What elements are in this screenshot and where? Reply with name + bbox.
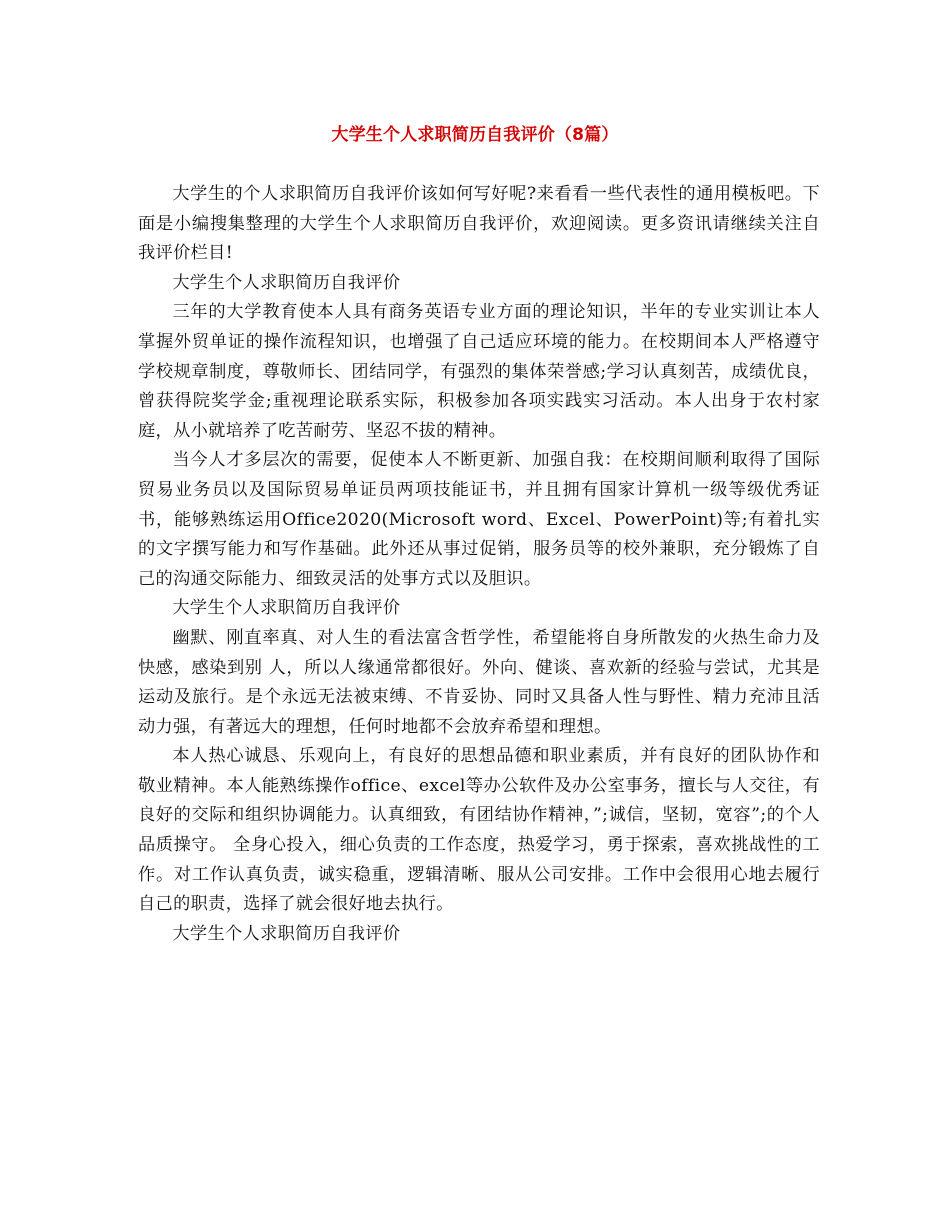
document-title: 大学生个人求职简历自我评价（8篇）: [331, 125, 619, 145]
section-heading: 大学生个人求职简历自我评价: [172, 272, 401, 293]
body-paragraph: 三年的大学教育使本人具有商务英语专业方面的理论知识，半年的专业实训让本人掌握外贸单证的操作流程知识，也增强了自己适应环境的能力。在校期间本人严格遵守学校规章制度，尊敬师长、团结同学，有强烈的集体荣誉感;学习认真刻苦，成绩优良，曾获得院奖学金;重视理论联系实际，积极参加各项实践实习活动。本人出身于农村家庭，从小就培养了吃苦耐劳、坚忍不拔的精神。: [138, 302, 820, 441]
section-heading: 大学生个人求职简历自我评价: [172, 598, 401, 619]
body-paragraph: 当今人才多层次的需要，促使本人不断更新、加强自我：在校期间顺利取得了国际贸易业务员以及国际贸易单证员两项技能证书，并且拥有国家计算机一级等级优秀证书，能够熟练运用Office2020(Microsoft word、Excel、PowerPoint)等;有着扎实的文字撰写能力和写作基础。此外还从事过促销，服务员等的校外兼职，充分锻炼了自己的沟通交际能力、细致灵活的处事方式以及胆识。: [138, 450, 820, 589]
document-body: [138, 180, 820, 949]
section-heading: 大学生个人求职简历自我评价: [172, 923, 401, 944]
body-paragraph: 本人热心诚恳、乐观向上，有良好的思想品德和职业素质，并有良好的团队协作和敬业精神。本人能熟练操作office、excel等办公软件及办公室事务，擅长与人交往，有良好的交际和组织协调能力。认真细致，有团结协作精神，”;诚信，坚韧，宽容”;的个人品质操守。 全身心投入，细心负责的工作态度，热爱学习，勇于探索，喜欢挑战性的工作。对工作认真负责，诚实稳重，逻辑清晰、服从公司安排。工作中会很用心地去履行自己的职责，选择了就会很好地去执行。: [138, 746, 820, 915]
body-paragraph: 幽默、刚直率真、对人生的看法富含哲学性，希望能将自身所散发的火热生命力及快感，感染到别 人，所以人缘通常都很好。外向、健谈、喜欢新的经验与尝试，尤其是运动及旅行。是个永远无法被束缚、不肯妥协、同时又具备人性与野性、精力充沛且活动力强，有著远大的理想，任何时地都不会放弃希望和理想。: [138, 627, 820, 737]
intro-paragraph: 大学生的个人求职简历自我评价该如何写好呢?来看看一些代表性的通用模板吧。下面是小编搜集整理的大学生个人求职简历自我评价，欢迎阅读。更多资讯请继续关注自我评价栏目!: [138, 184, 820, 264]
